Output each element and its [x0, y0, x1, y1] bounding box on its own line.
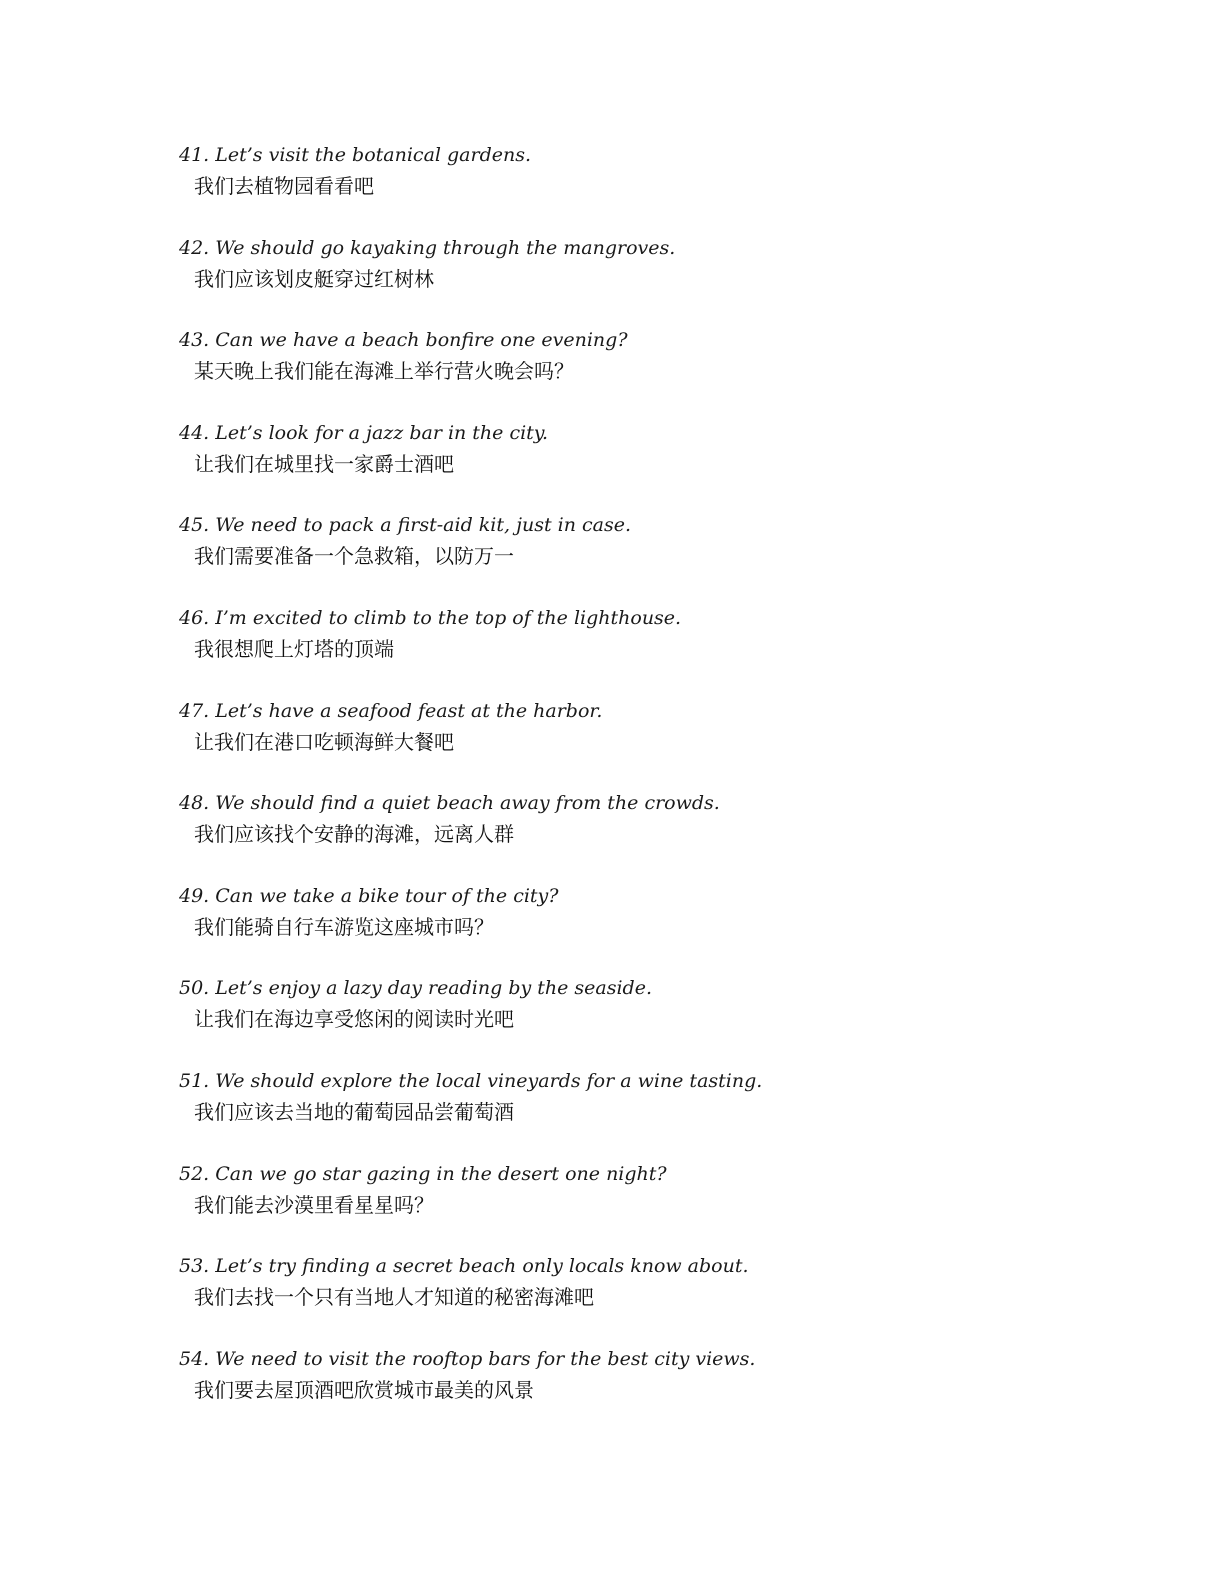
- english-sentence: 41. Let’s visit the botanical gardens.: [179, 144, 532, 166]
- phrase-item: [179, 233, 1139, 326]
- english-sentence: 46. I’m excited to climb to the top of the lighthouse.: [179, 606, 682, 629]
- chinese-translation: 我们应该找个安静的海滩，远离人群: [194, 822, 514, 847]
- chinese-translation: 我们需要准备一个急救箱，以防万一: [194, 544, 514, 569]
- phrase-list: [179, 140, 1139, 1436]
- chinese-translation: 让我们在城里找一家爵士酒吧: [194, 451, 454, 476]
- phrase-item: [179, 696, 1139, 789]
- phrase-item: [179, 1344, 1139, 1437]
- english-sentence: 44. Let’s look for a jazz bar in the city.: [179, 421, 549, 444]
- phrase-item: [179, 1066, 1139, 1159]
- english-sentence: 47. Let’s have a seafood feast at the harbor.: [179, 699, 603, 722]
- phrase-item: [179, 325, 1139, 418]
- chinese-translation: 我们能骑自行车游览这座城市吗？: [194, 914, 494, 939]
- chinese-translation: 让我们在港口吃顿海鲜大餐吧: [194, 729, 454, 754]
- english-sentence: 53. Let’s try finding a secret beach only locals know about.: [179, 1255, 749, 1278]
- phrase-item: [179, 881, 1139, 974]
- chinese-translation: 我很想爬上灯塔的顶端: [194, 636, 394, 661]
- chinese-translation: 我们要去屋顶酒吧欣赏城市最美的风景: [194, 1377, 534, 1402]
- chinese-translation: 让我们在海边享受悠闲的阅读时光吧: [194, 1007, 514, 1032]
- english-sentence: 45. We need to pack a first-aid kit, just in case.: [179, 514, 631, 537]
- english-sentence: 43. Can we have a beach bonfire one evening?: [179, 329, 628, 352]
- phrase-item: [179, 788, 1139, 881]
- english-sentence: 51. We should explore the local vineyards for a wine tasting.: [179, 1069, 763, 1092]
- chinese-translation: 我们能去沙漠里看星星吗？: [194, 1192, 434, 1217]
- phrase-item: [179, 973, 1139, 1066]
- english-sentence: 48. We should find a quiet beach away from the crowds.: [179, 792, 720, 815]
- english-sentence: 50. Let’s enjoy a lazy day reading by the seaside.: [179, 977, 653, 1000]
- phrase-item: [179, 418, 1139, 511]
- phrase-item: [179, 1159, 1139, 1252]
- english-sentence: 52. Can we go star gazing in the desert one night?: [179, 1162, 667, 1185]
- chinese-translation: 某天晚上我们能在海滩上举行营火晚会吗？: [194, 359, 574, 384]
- chinese-translation: 我们去植物园看看吧: [194, 174, 374, 198]
- chinese-translation: 我们去找一个只有当地人才知道的秘密海滩吧: [194, 1285, 594, 1310]
- phrase-item: [179, 1251, 1139, 1344]
- english-sentence: 49. Can we take a bike tour of the city?: [179, 884, 559, 907]
- phrase-item: [179, 140, 1139, 233]
- chinese-translation: 我们应该划皮艇穿过红树林: [194, 266, 434, 291]
- phrase-item: [179, 510, 1139, 603]
- english-sentence: 42. We should go kayaking through the mangroves.: [179, 236, 676, 259]
- phrase-item: [179, 603, 1139, 696]
- english-sentence: 54. We need to visit the rooftop bars for the best city views.: [179, 1347, 756, 1370]
- chinese-translation: 我们应该去当地的葡萄园品尝葡萄酒: [194, 1099, 514, 1124]
